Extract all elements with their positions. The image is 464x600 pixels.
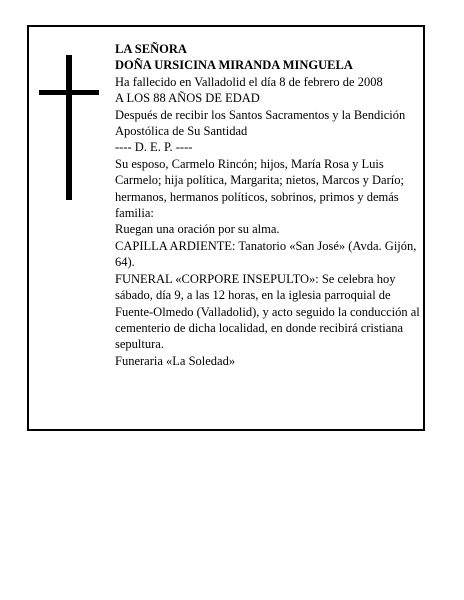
death-line: Ha fallecido en Valladolid el día 8 de febrero de 2008 <box>115 74 383 89</box>
title-line: LA SEÑORA <box>115 42 187 56</box>
latin-cross-icon <box>39 55 99 200</box>
cross-horizontal-bar <box>39 90 99 95</box>
prayer-line: Ruegan una oración por su alma. <box>115 222 280 237</box>
sacraments-line: Después de recibir los Santos Sacramentos y la Bendición Apostólica de Su Santidad <box>115 107 406 139</box>
deceased-name: DOÑA URSICINA MIRANDA MINGUELA <box>115 58 353 73</box>
chapel-paragraph: CAPILLA ARDIENTE: Tanatorio «San José» (Avda. Gijón, 64). <box>115 238 417 270</box>
funeral-home-line: Funeraria «La Soledad» <box>115 353 236 368</box>
obituary-notice <box>27 25 425 431</box>
cross-vertical-bar <box>66 55 72 200</box>
notice-text-block <box>115 41 423 369</box>
funeral-paragraph: FUNERAL «CORPORE INSEPULTO»: Se celebra hoy sábado, día 9, a las 12 horas, en la iglesia parroquial de Fuente-Olmedo (Valladolid), y acto seguido la conducción al cementerio de dicha localidad, en donde recibirá cristiana sepultura. <box>115 271 420 352</box>
age-line: A LOS 88 AÑOS DE EDAD <box>115 91 260 106</box>
dep-line: ---- D. E. P. ---- <box>115 140 193 155</box>
family-paragraph: Su esposo, Carmelo Rincón; hijos, María Rosa y Luis Carmelo; hija política, Margarita; nietos, Marcos y Darío; hermanos, hermanos políticos, sobrinos, primos y demás familia: <box>115 156 404 221</box>
